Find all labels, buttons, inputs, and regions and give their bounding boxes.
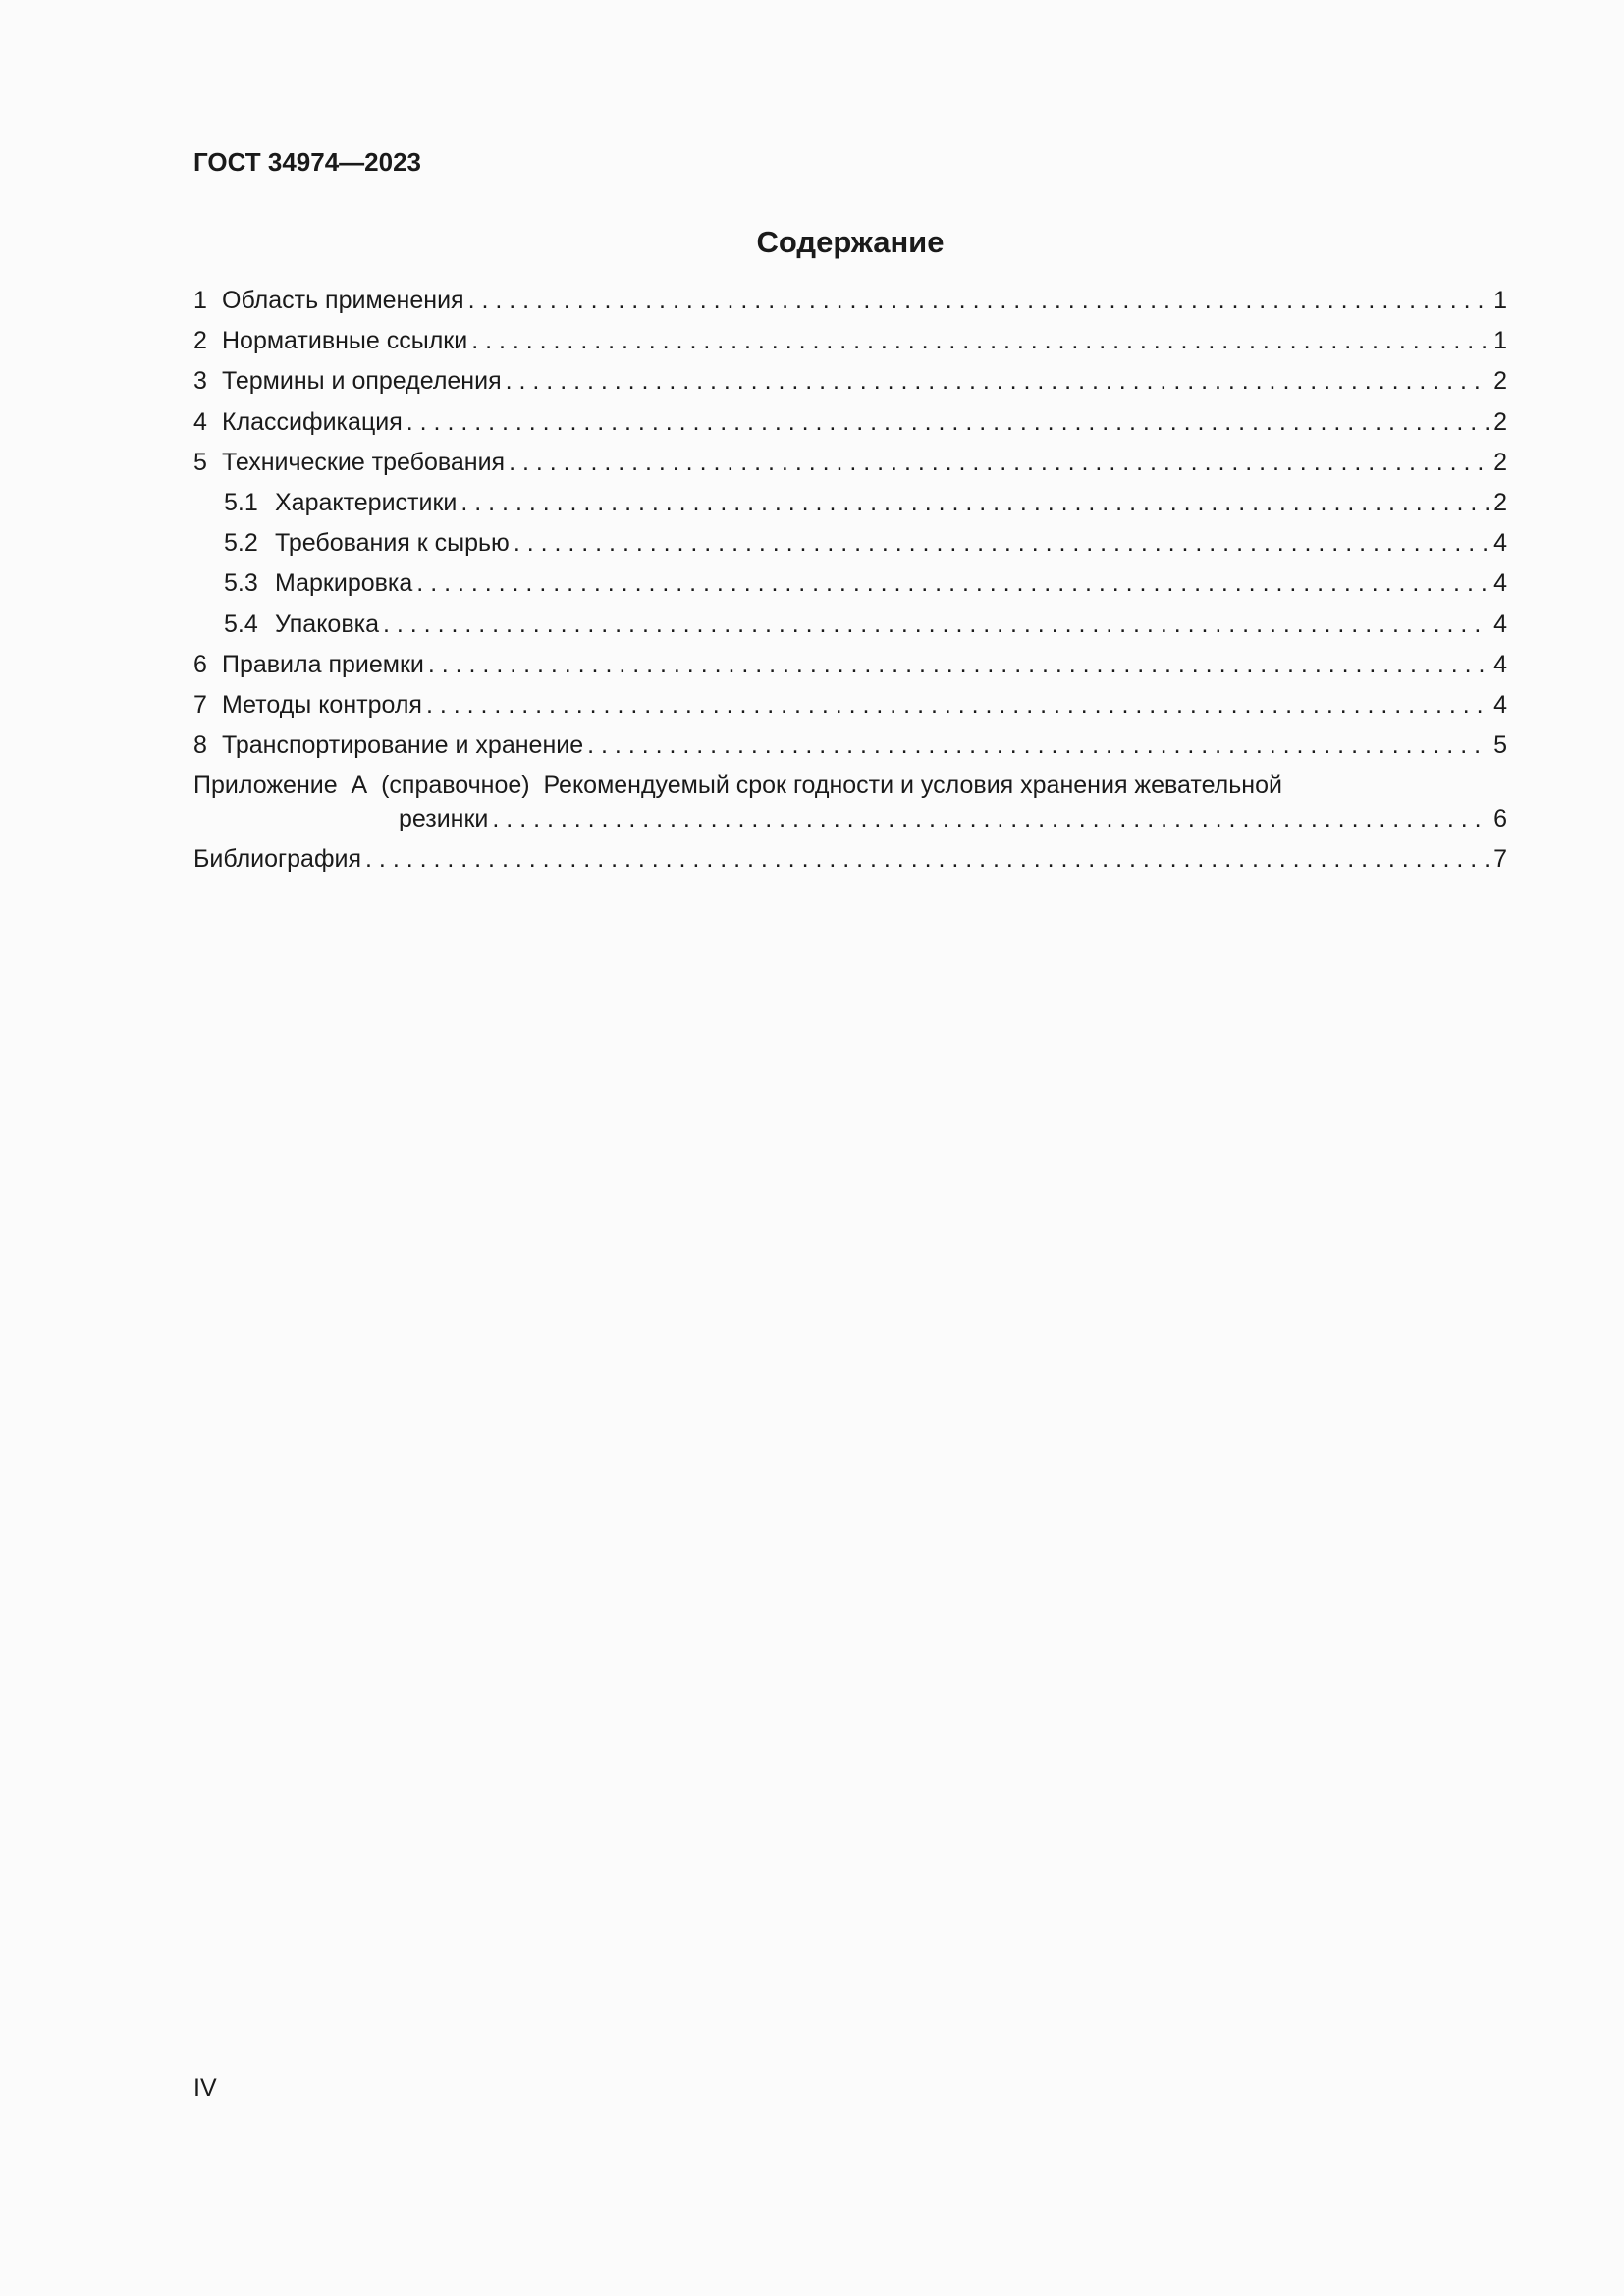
toc-page: 4	[1493, 690, 1507, 719]
dot-leader	[406, 408, 1489, 437]
dot-leader	[383, 611, 1489, 639]
toc-page: 4	[1493, 650, 1507, 678]
toc-subitem[interactable]	[193, 569, 1507, 610]
toc-item[interactable]	[193, 691, 1507, 731]
page-number: IV	[193, 2074, 217, 2102]
appendix-title: Приложение А (справочное) Рекомендуемый срок годности и условия хранения жевательной	[193, 772, 1282, 800]
dot-leader	[426, 691, 1489, 720]
dot-leader	[587, 731, 1489, 760]
toc-number: 5	[193, 448, 207, 476]
toc-page: 2	[1493, 488, 1507, 516]
dot-leader	[365, 845, 1489, 874]
table-of-contents	[193, 287, 1507, 886]
toc-label: Нормативные ссылки	[222, 327, 468, 355]
toc-item[interactable]	[193, 287, 1507, 327]
toc-label: Маркировка	[275, 569, 413, 598]
toc-number: 7	[193, 690, 207, 719]
dot-leader	[460, 489, 1489, 517]
toc-page: 4	[1493, 569, 1507, 598]
toc-page: 1	[1493, 287, 1507, 314]
toc-number: 5.3	[224, 569, 258, 598]
dot-leader	[468, 287, 1490, 315]
toc-page: 2	[1493, 407, 1507, 436]
toc-appendix[interactable]	[193, 772, 1507, 845]
toc-subitem[interactable]	[193, 489, 1507, 529]
toc-page: 7	[1493, 845, 1507, 874]
dot-leader	[506, 367, 1489, 396]
page-title: Содержание	[756, 225, 945, 259]
toc-number: 6	[193, 650, 207, 678]
appendix-title-cont: резинки	[399, 805, 489, 833]
toc-number: 5.1	[224, 488, 258, 516]
toc-label: Библиография	[193, 845, 362, 874]
toc-item[interactable]	[193, 449, 1507, 489]
toc-number: 4	[193, 407, 207, 436]
toc-label: Упаковка	[275, 610, 379, 638]
toc-label: Требования к сырью	[275, 529, 510, 558]
toc-label: Правила приемки	[222, 650, 424, 678]
toc-number: 2	[193, 327, 207, 355]
toc-label: Область применения	[222, 287, 464, 314]
toc-label: Классификация	[222, 407, 403, 436]
dot-leader	[514, 529, 1489, 558]
toc-number: 5.2	[224, 529, 258, 558]
toc-label: Термины и определения	[222, 367, 502, 396]
toc-page: 4	[1493, 610, 1507, 638]
toc-page: 2	[1493, 367, 1507, 396]
dot-leader	[509, 449, 1489, 477]
toc-item[interactable]	[193, 408, 1507, 449]
toc-number: 1	[193, 287, 207, 314]
toc-item[interactable]	[193, 731, 1507, 772]
toc-label: Технические требования	[222, 448, 506, 476]
toc-subitem[interactable]	[193, 529, 1507, 569]
toc-page: 4	[1493, 529, 1507, 558]
toc-item[interactable]	[193, 651, 1507, 691]
toc-item[interactable]	[193, 367, 1507, 407]
toc-page: 2	[1493, 448, 1507, 476]
toc-number: 8	[193, 731, 207, 760]
dot-leader	[428, 651, 1489, 679]
document-id: ГОСТ 34974—2023	[193, 147, 421, 177]
toc-number: 3	[193, 367, 207, 396]
toc-label: Характеристики	[275, 488, 458, 516]
toc-subitem[interactable]	[193, 611, 1507, 651]
toc-page: 5	[1493, 731, 1507, 760]
dot-leader	[416, 569, 1489, 598]
toc-label: Методы контроля	[222, 690, 422, 719]
toc-item[interactable]	[193, 327, 1507, 367]
toc-number: 5.4	[224, 610, 258, 638]
dot-leader	[492, 805, 1489, 833]
toc-page: 1	[1493, 327, 1507, 355]
toc-bibliography[interactable]	[193, 845, 1507, 885]
toc-label: Транспортирование и хранение	[222, 731, 584, 760]
toc-page: 6	[1493, 805, 1507, 833]
dot-leader	[471, 327, 1489, 355]
